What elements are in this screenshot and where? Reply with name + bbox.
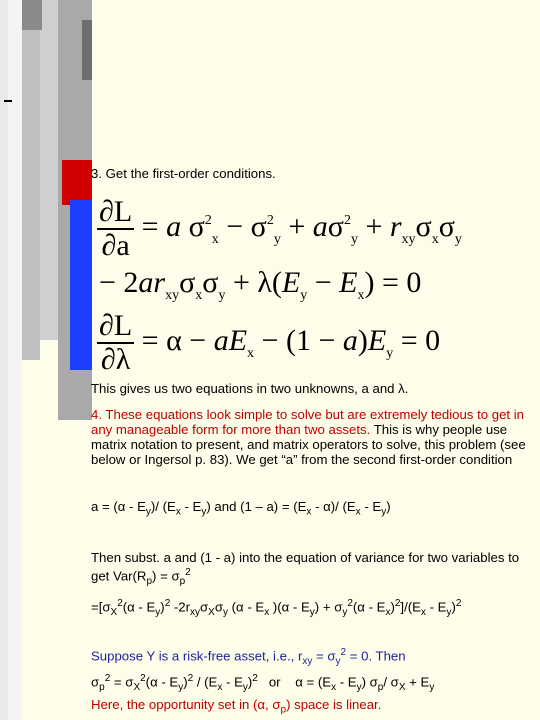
step4-paragraph: [91, 407, 531, 467]
step4-red-text: 4. These equations look simple to solve but are extremely tedious to get in any manageable form for more than two assets.: [91, 407, 524, 437]
gives-text: This gives us two equations in two unknowns, a and λ.: [91, 381, 409, 396]
step3-heading: 3. Get the first-order conditions.: [91, 166, 276, 181]
suppose-text: Suppose Y is a risk-free asset, i.e., $r_{xy} = \sigma_y^2 = 0$. Then: [91, 647, 406, 668]
eq3-numerator: ∂L: [99, 309, 133, 342]
variance-equation: $=[\sigma_X^2(\alpha - E_y)^2$ $-2r_{xy}\sigma_X\sigma_y$ ($\alpha - E_x$ )$(\alpha - E_y) + \sigma_y^2(\alpha - E_x)^2]/(E_x - E_y)^2$: [91, 598, 462, 619]
foc-equation-1-cont: − $2ar_{xy}\sigma_x\sigma_y + \lambda(E_y - E_x) = 0$: [99, 266, 422, 303]
foc-equation-2: $\frac{\partial L}{\partial\lambda}$ = $\alpha - aE_x - (1 - a)E_y = 0$: [99, 309, 441, 376]
eq1-denominator: ∂a: [101, 229, 130, 262]
linear-text: Here, the opportunity set in (α, $\sigma_p$) space is linear.: [91, 697, 382, 716]
step4-black-text: This is why people use matrix notation to present, and matrix operators to solve, this problem (see below or Ingersol p. 83). We get “a” from the second first-order condition: [91, 422, 526, 467]
foc-equation-1: $\frac{\partial L}{\partial a}$ = a $\sigma^2_x - \sigma^2_y + a\sigma^2_y + r_{xy}\sigma_x\sigma_y$: [99, 195, 462, 262]
eq1-numerator: ∂L: [99, 195, 133, 228]
eq3-denominator: ∂λ: [100, 343, 131, 376]
sigma-p-equation: $\sigma_p^2 = \sigma_X^2(\alpha - E_y)^2 / (E_x - E_y)^2$ or $\alpha = (E_x - E_y)$ $\sigma_p/$ $\sigma_X + E_y$: [91, 673, 435, 694]
formula-a: $a = (\alpha - E_y)/$ $(E_x - E_y)$ and $(1 - a) = (E_x - \alpha)/$ $(E_x - E_y)$: [91, 499, 391, 518]
then-subst-text: Then subst. a and (1 - a) into the equation of variance for two variables to get $Var(R_p) = \sigma_p^2$: [91, 550, 520, 588]
